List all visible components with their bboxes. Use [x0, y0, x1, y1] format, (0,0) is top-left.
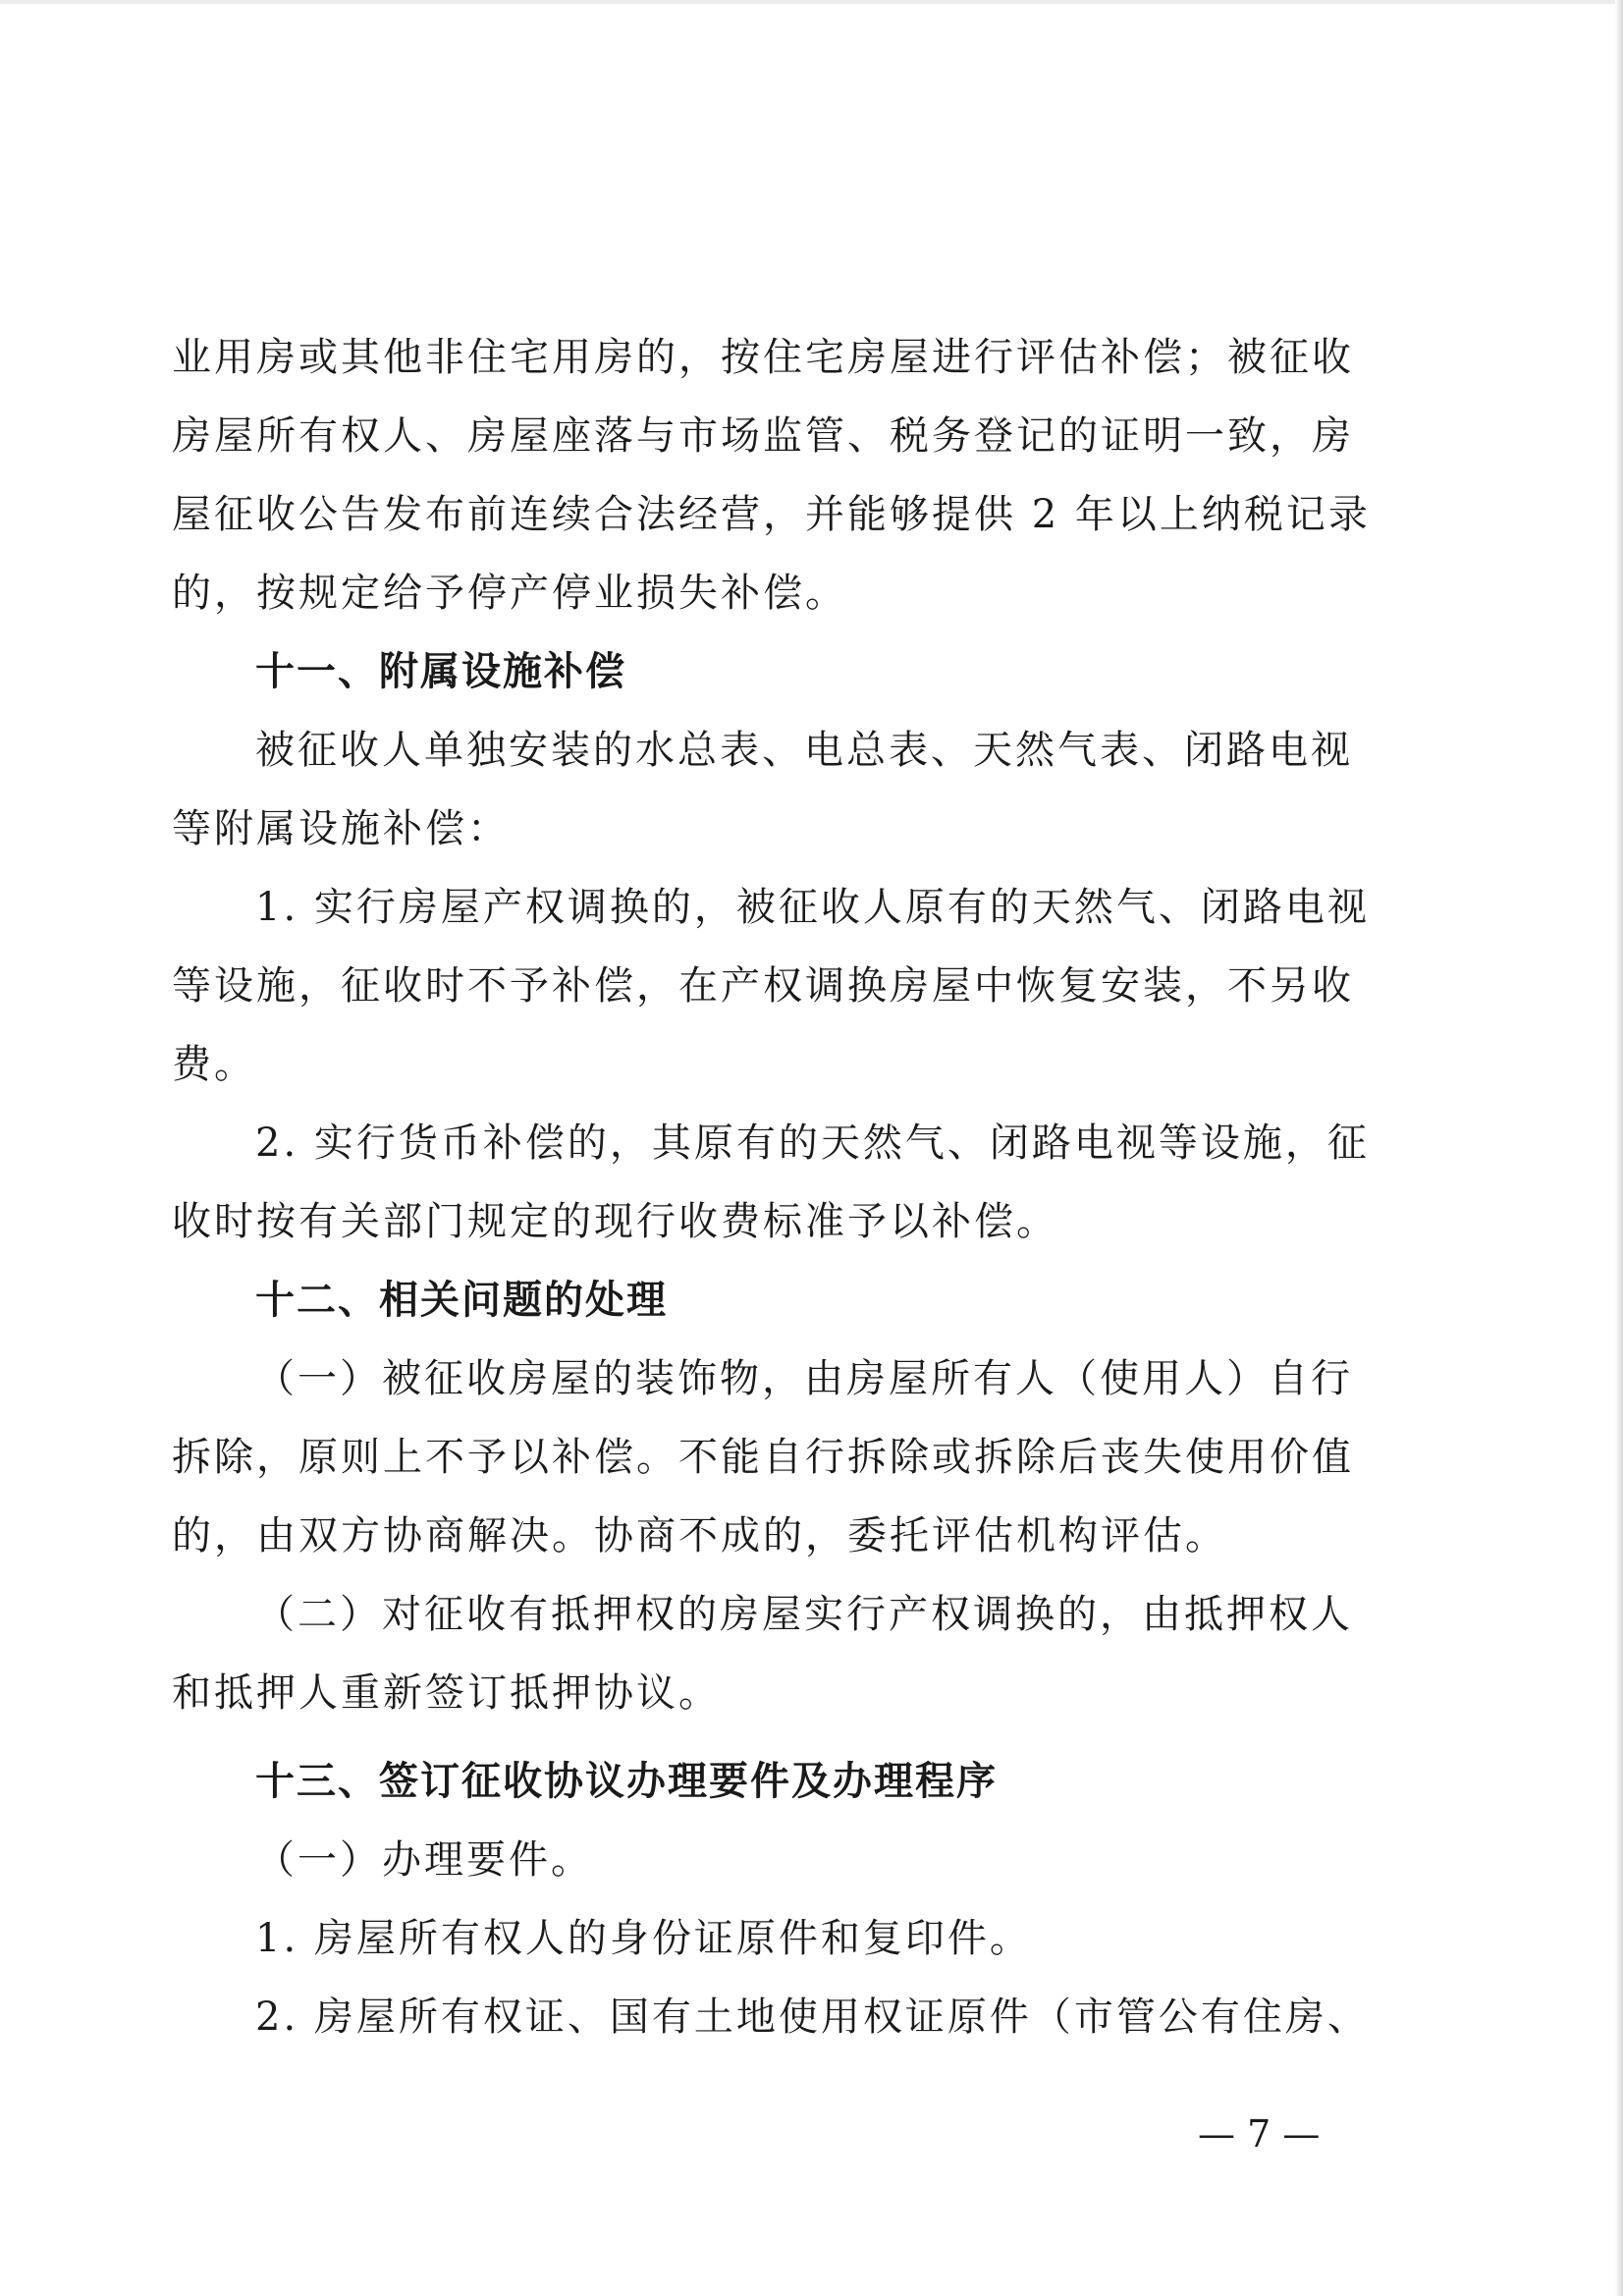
- paragraph-line: 拆除，原则上不予以补偿。不能自行拆除或拆除后丧失使用价值: [172, 1435, 1354, 1480]
- paragraph-line: 被征收人单独安装的水总表、电总表、天然气表、闭路电视: [255, 728, 1353, 773]
- paragraph-line: 和抵押人重新签订抵押协议。: [172, 1670, 721, 1716]
- list-item-line: 1. 实行房屋产权调换的，被征收人原有的天然气、闭路电视: [255, 885, 1370, 930]
- paragraph-line: 的，按规定给予停产停业损失补偿。: [172, 571, 847, 616]
- scan-top-edge: [0, 0, 1623, 4]
- paragraph-line: 等附属设施补偿：: [172, 806, 510, 851]
- subsection-line: （一）办理要件。: [255, 1837, 593, 1883]
- paragraph-line: 费。: [172, 1042, 256, 1087]
- section-heading-13: 十三、签订征收协议办理要件及办理程序: [255, 1759, 998, 1804]
- section-heading-12: 十二、相关问题的处理: [255, 1278, 668, 1323]
- paragraph-line: （一）被征收房屋的装饰物，由房屋所有人（使用人）自行: [255, 1356, 1353, 1401]
- section-heading-11: 十一、附属设施补偿: [255, 649, 626, 694]
- paragraph-line: 收时按有关部门规定的现行收费标准予以补偿。: [172, 1199, 1058, 1244]
- list-item-line: 2. 实行货币补偿的，其原有的天然气、闭路电视等设施，征: [255, 1121, 1370, 1166]
- paragraph-line: 房屋所有权人、房屋座落与市场监管、税务登记的证明一致，房: [172, 413, 1354, 459]
- paragraph-line: 等设施，征收时不予补偿，在产权调换房屋中恢复安装，不另收: [172, 963, 1354, 1009]
- page-number: — 7 —: [1198, 2112, 1321, 2156]
- paragraph-line: 屋征收公告发布前连续合法经营，并能够提供 2 年以上纳税记录: [172, 492, 1371, 537]
- list-item-line: 1. 房屋所有权人的身份证原件和复印件。: [255, 1916, 1032, 1961]
- paragraph-line: （二）对征收有抵押权的房屋实行产权调换的，由抵押权人: [255, 1592, 1353, 1637]
- paragraph-line: 的，由双方协商解决。协商不成的，委托评估机构评估。: [172, 1513, 1227, 1558]
- paragraph-line: 业用房或其他非住宅用房的，按住宅房屋进行评估补偿；被征收: [172, 335, 1354, 380]
- list-item-line: 2. 房屋所有权证、国有土地使用权证原件（市管公有住房、: [255, 1995, 1370, 2040]
